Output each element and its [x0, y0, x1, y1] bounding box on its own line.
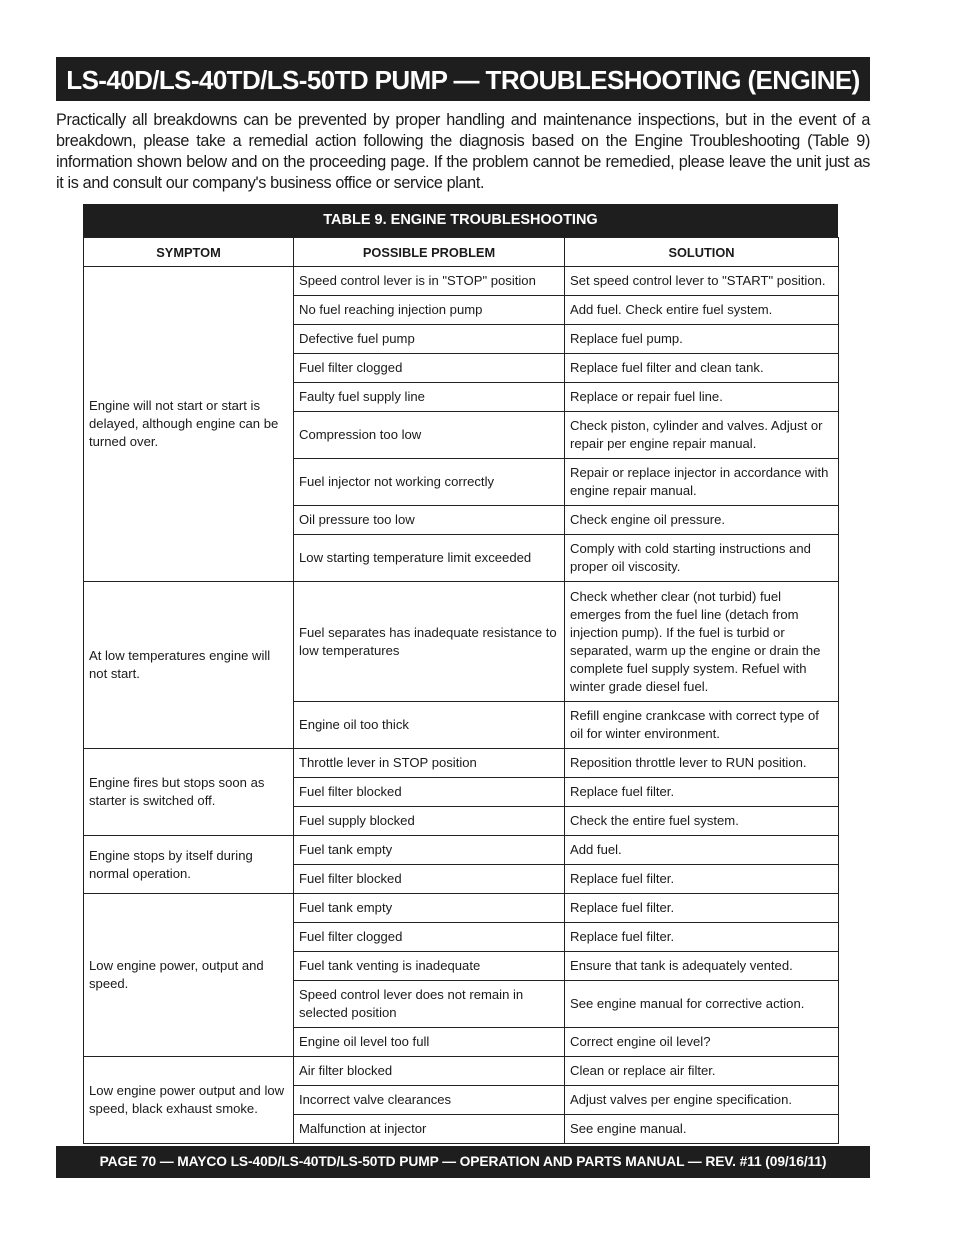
- page-title: LS-40D/LS-40TD/LS-50TD PUMP — TROUBLESHOOTING (ENGINE): [56, 57, 870, 101]
- symptom-cell: At low temperatures engine will not start.: [84, 582, 294, 749]
- problem-cell: Fuel filter clogged: [294, 354, 565, 383]
- table-row: [84, 749, 839, 778]
- solution-cell: Refill engine crankcase with correct type of oil for winter environment.: [565, 702, 839, 749]
- solution-cell: Check piston, cylinder and valves. Adjust or repair per engine repair manual.: [565, 412, 839, 459]
- solution-cell: See engine manual for corrective action.: [565, 981, 839, 1028]
- solution-cell: See engine manual.: [565, 1115, 839, 1144]
- table-row: [84, 894, 839, 923]
- solution-cell: Replace fuel filter.: [565, 778, 839, 807]
- solution-cell: Replace fuel filter and clean tank.: [565, 354, 839, 383]
- problem-cell: Air filter blocked: [294, 1057, 565, 1086]
- header-symptom: SYMPTOM: [84, 238, 294, 267]
- problem-cell: Defective fuel pump: [294, 325, 565, 354]
- problem-cell: Oil pressure too low: [294, 506, 565, 535]
- table-grid: [83, 237, 839, 1144]
- solution-cell: Comply with cold starting instructions and proper oil viscosity.: [565, 535, 839, 582]
- problem-cell: Compression too low: [294, 412, 565, 459]
- symptom-cell: Engine fires but stops soon as starter is switched off.: [84, 749, 294, 836]
- problem-cell: Engine oil too thick: [294, 702, 565, 749]
- solution-cell: Check the entire fuel system.: [565, 807, 839, 836]
- solution-cell: Replace fuel filter.: [565, 923, 839, 952]
- table-row: [84, 836, 839, 865]
- solution-cell: Ensure that tank is adequately vented.: [565, 952, 839, 981]
- intro-paragraph: Practically all breakdowns can be prevented by proper handling and maintenance inspections, but in the event of a breakdown, please take a remedial action following the diagnosis based on the Engine Troubleshooting (Table 9) information shown below and on the proceeding page. If the problem cannot be remedied, please leave the unit just as it is and consult our company's business office or service plant.: [56, 111, 870, 192]
- header-solution: SOLUTION: [565, 238, 839, 267]
- symptom-cell: Low engine power output and low speed, black exhaust smoke.: [84, 1057, 294, 1144]
- symptom-cell: Engine stops by itself during normal operation.: [84, 836, 294, 894]
- solution-cell: Add fuel. Check entire fuel system.: [565, 296, 839, 325]
- solution-cell: Set speed control lever to "START" position.: [565, 267, 839, 296]
- problem-cell: Faulty fuel supply line: [294, 383, 565, 412]
- solution-cell: Correct engine oil level?: [565, 1028, 839, 1057]
- table-row: [84, 267, 839, 296]
- table-title: TABLE 9. ENGINE TROUBLESHOOTING: [83, 204, 838, 237]
- solution-cell: Check engine oil pressure.: [565, 506, 839, 535]
- problem-cell: Fuel injector not working correctly: [294, 459, 565, 506]
- solution-cell: Check whether clear (not turbid) fuel emerges from the fuel line (detach from injection pump). If the fuel is turbid or separated, warm up the engine or drain the complete fuel supply system. Refuel with winter grade diesel fuel.: [565, 582, 839, 702]
- table-header-row: [84, 238, 839, 267]
- problem-cell: Fuel supply blocked: [294, 807, 565, 836]
- solution-cell: Reposition throttle lever to RUN position.: [565, 749, 839, 778]
- table-body: [84, 267, 839, 1144]
- problem-cell: Speed control lever does not remain in selected position: [294, 981, 565, 1028]
- problem-cell: Fuel separates has inadequate resistance to low temperatures: [294, 582, 565, 702]
- problem-cell: No fuel reaching injection pump: [294, 296, 565, 325]
- problem-cell: Throttle lever in STOP position: [294, 749, 565, 778]
- solution-cell: Adjust valves per engine specification.: [565, 1086, 839, 1115]
- header-possible-problem: POSSIBLE PROBLEM: [294, 238, 565, 267]
- symptom-cell: Engine will not start or start is delayed, although engine can be turned over.: [84, 267, 294, 582]
- solution-cell: Replace or repair fuel line.: [565, 383, 839, 412]
- solution-cell: Repair or replace injector in accordance with engine repair manual.: [565, 459, 839, 506]
- solution-cell: Add fuel.: [565, 836, 839, 865]
- table-row: [84, 582, 839, 702]
- problem-cell: Fuel tank empty: [294, 894, 565, 923]
- troubleshooting-table: [83, 204, 838, 1144]
- problem-cell: Fuel tank venting is inadequate: [294, 952, 565, 981]
- problem-cell: Engine oil level too full: [294, 1028, 565, 1057]
- problem-cell: Speed control lever is in "STOP" position: [294, 267, 565, 296]
- solution-cell: Replace fuel pump.: [565, 325, 839, 354]
- problem-cell: Incorrect valve clearances: [294, 1086, 565, 1115]
- symptom-cell: Low engine power, output and speed.: [84, 894, 294, 1057]
- solution-cell: Clean or replace air filter.: [565, 1057, 839, 1086]
- solution-cell: Replace fuel filter.: [565, 865, 839, 894]
- page-footer: PAGE 70 — MAYCO LS-40D/LS-40TD/LS-50TD PUMP — OPERATION AND PARTS MANUAL — REV. #11 (09/16/11): [56, 1146, 870, 1178]
- solution-cell: Replace fuel filter.: [565, 894, 839, 923]
- problem-cell: Fuel filter blocked: [294, 778, 565, 807]
- problem-cell: Fuel filter clogged: [294, 923, 565, 952]
- problem-cell: Low starting temperature limit exceeded: [294, 535, 565, 582]
- problem-cell: Fuel filter blocked: [294, 865, 565, 894]
- table-row: [84, 1057, 839, 1086]
- problem-cell: Malfunction at injector: [294, 1115, 565, 1144]
- problem-cell: Fuel tank empty: [294, 836, 565, 865]
